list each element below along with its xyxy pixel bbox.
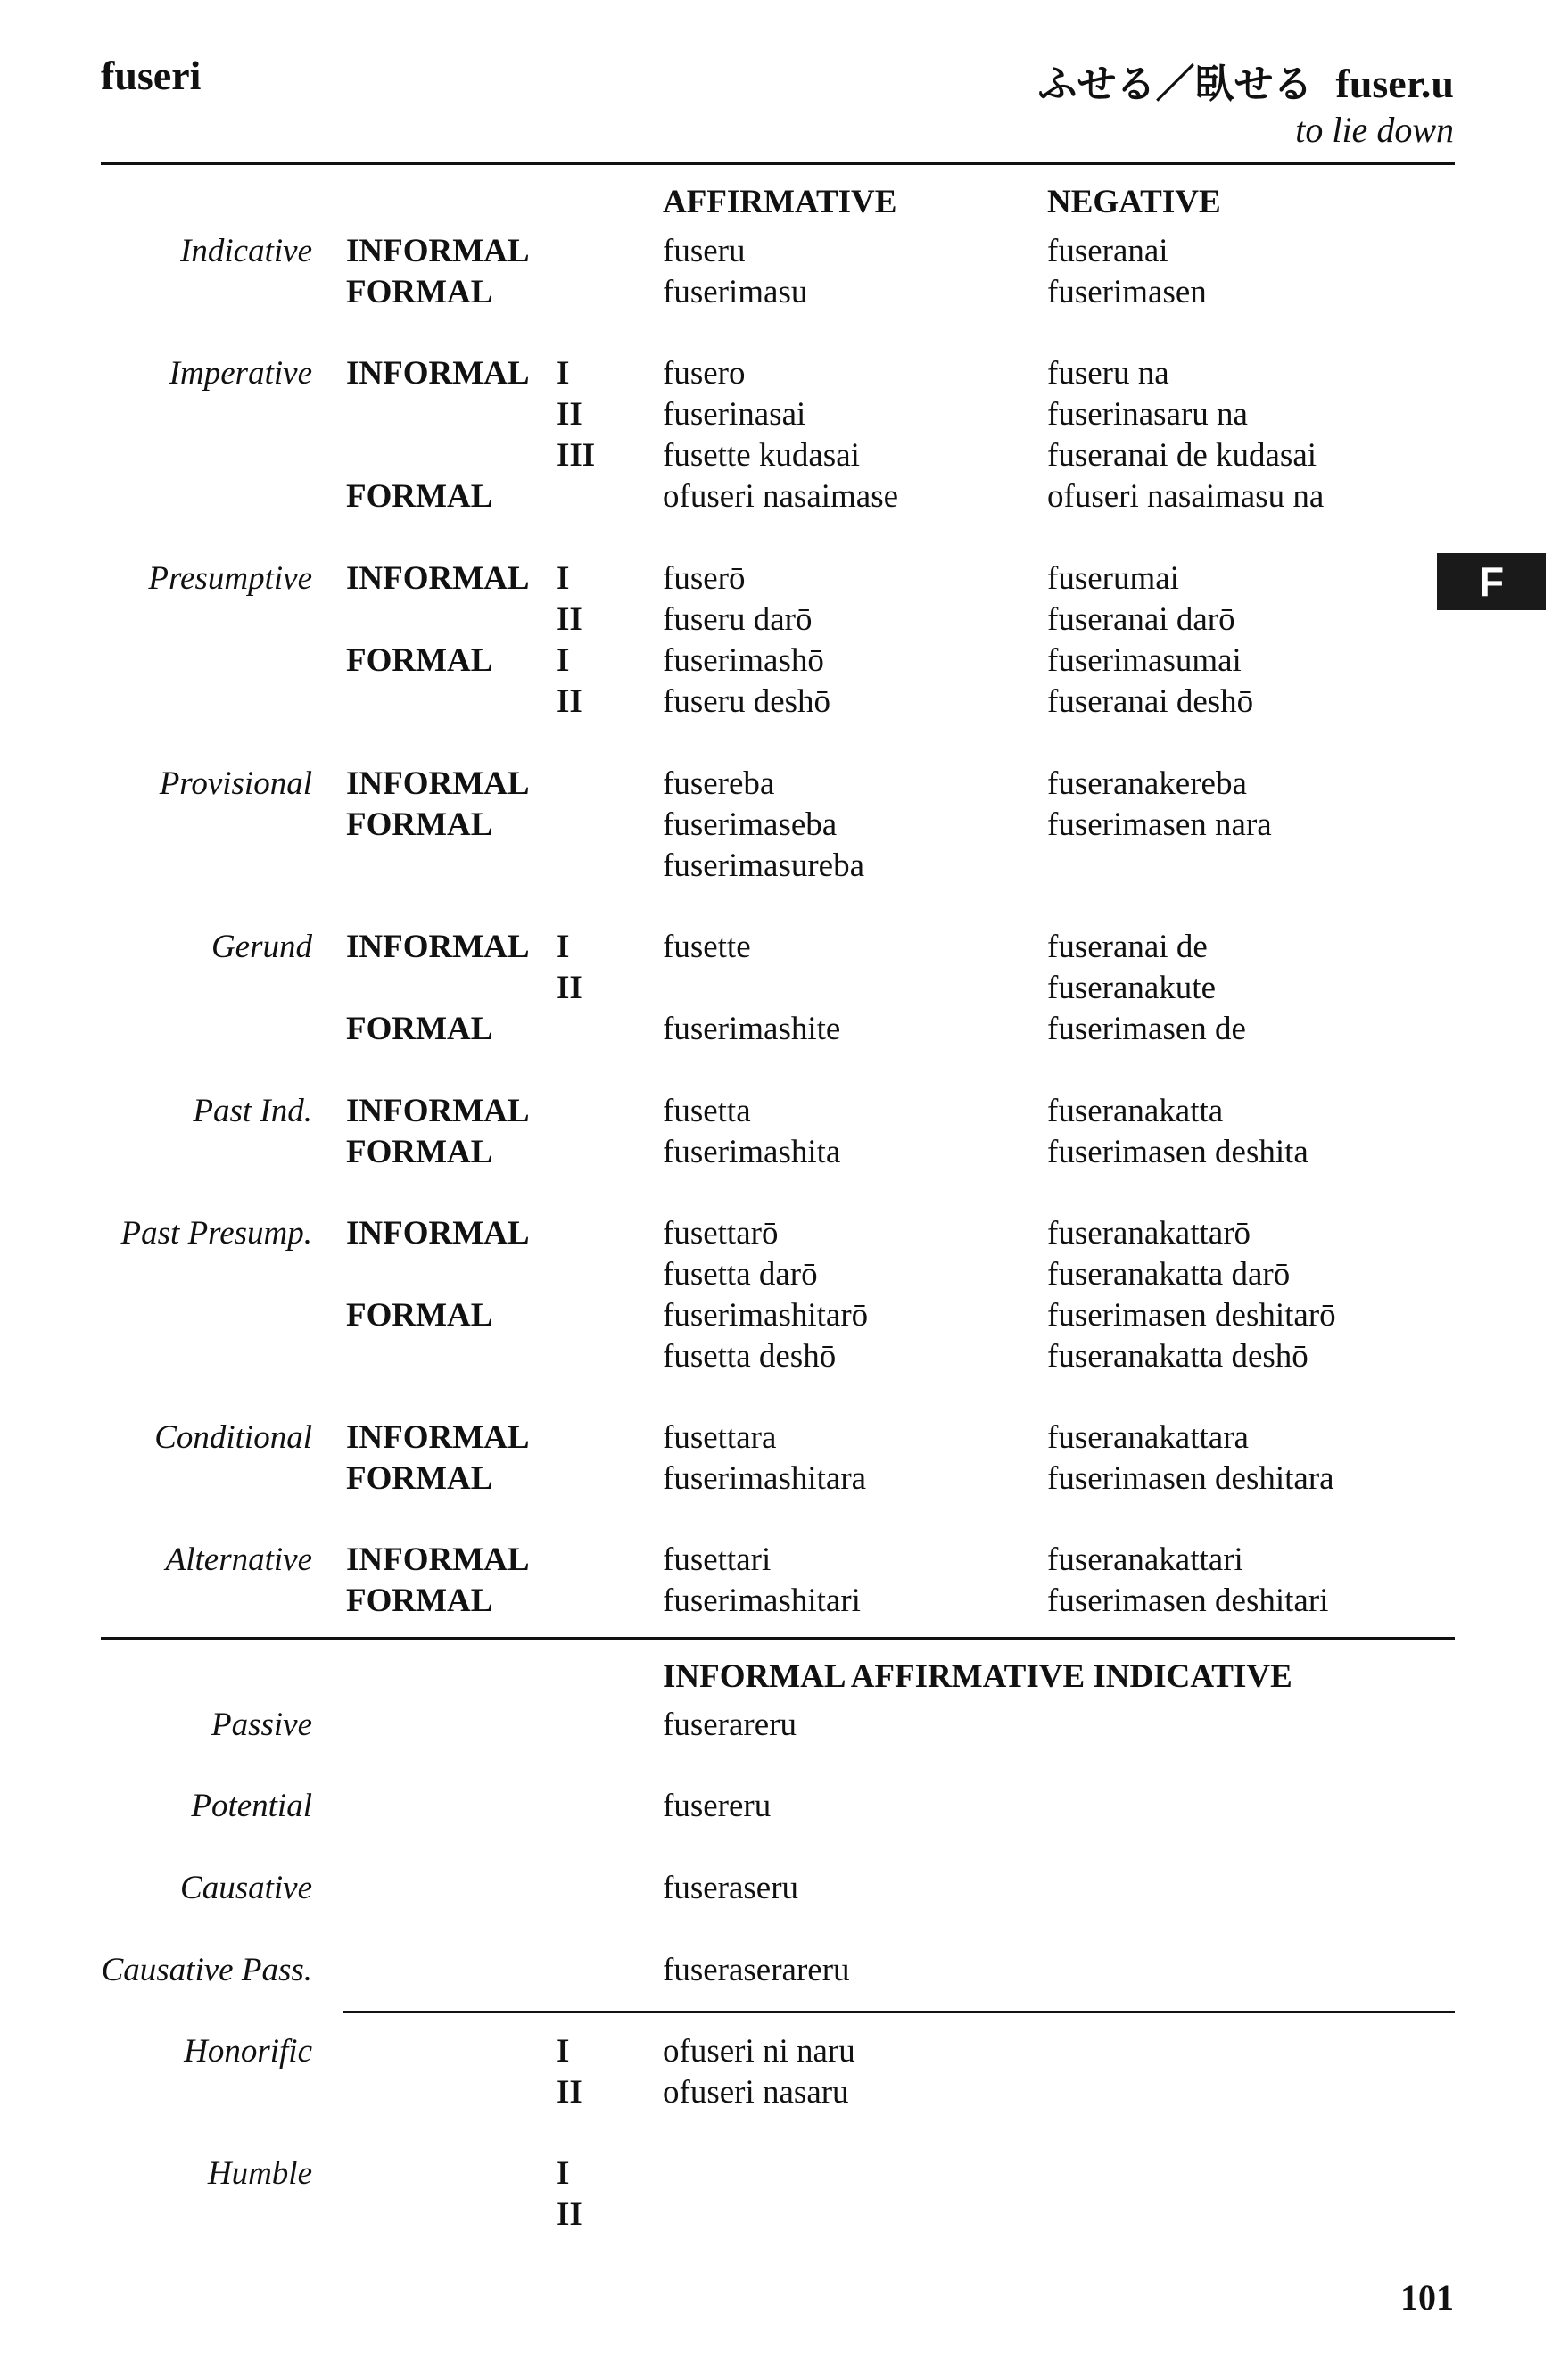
form: fuseranakattari [1047, 1541, 1243, 1578]
form: fuserimashō [663, 642, 824, 679]
reg-informal: INFORMAL [346, 1419, 530, 1456]
reg-informal: INFORMAL [346, 1093, 530, 1129]
form: fusette [663, 929, 751, 965]
mood-humble: Humble [207, 2155, 312, 2192]
roman-numeral: III [557, 437, 596, 474]
mood-imperative: Imperative [169, 355, 312, 392]
form: fuseranakattara [1047, 1419, 1249, 1456]
roman-numeral: II [557, 396, 582, 433]
reg-informal: INFORMAL [346, 355, 530, 392]
mood-conditional: Conditional [154, 1419, 312, 1456]
form: fuseru deshō [663, 683, 831, 720]
roman-numeral: I [557, 355, 570, 392]
reg-formal: FORMAL [346, 478, 493, 515]
form: fuserimashitarō [663, 1297, 869, 1334]
reg-formal: FORMAL [346, 1460, 493, 1497]
form: fuserimasen deshitara [1047, 1460, 1334, 1497]
form: fusettarō [663, 1215, 779, 1252]
mood-potential: Potential [191, 1788, 312, 1824]
lower-heading: INFORMAL AFFIRMATIVE INDICATIVE [663, 1658, 1292, 1695]
form: fuseranai darō [1047, 601, 1235, 638]
mood-causative: Causative [180, 1870, 312, 1906]
form: fuseranai de [1047, 929, 1208, 965]
form: fuseranakute [1047, 970, 1217, 1006]
form: fuserimasureba [663, 847, 865, 884]
form: fusetta [663, 1093, 751, 1129]
honorific-rule [343, 2011, 1455, 2013]
form: fuseranai de kudasai [1047, 437, 1317, 474]
form: fusetta deshō [663, 1338, 837, 1375]
reg-formal: FORMAL [346, 642, 493, 679]
reg-formal: FORMAL [346, 1583, 493, 1619]
form: fuseranai deshō [1047, 683, 1254, 720]
reg-informal: INFORMAL [346, 1541, 530, 1578]
roman-numeral: II [557, 601, 582, 638]
form: fuserinasaru na [1047, 396, 1248, 433]
form: fusettara [663, 1419, 777, 1456]
mood-provisional: Provisional [159, 765, 312, 802]
roman-numeral: I [557, 2155, 570, 2192]
header-romaji-stem: fuseri [101, 53, 202, 98]
form: fuseranakattarō [1047, 1215, 1251, 1252]
thumb-tab: F [1437, 553, 1546, 610]
reg-informal: INFORMAL [346, 929, 530, 965]
section-rule [101, 1637, 1455, 1640]
header-verb [1038, 52, 1455, 109]
mood-causative-pass: Causative Pass. [101, 1952, 312, 1988]
form: ofuseri nasaimase [663, 478, 899, 515]
form: fuserimashita [663, 1134, 841, 1170]
form: fuserō [663, 560, 746, 597]
form: fuserimasen deshitarō [1047, 1297, 1336, 1334]
mood-passive: Passive [211, 1706, 312, 1743]
form: fuseranakatta darō [1047, 1256, 1291, 1293]
reg-informal: INFORMAL [346, 560, 530, 597]
form: fusette kudasai [663, 437, 860, 474]
form: fuserumai [1047, 560, 1179, 597]
reg-formal: FORMAL [346, 1011, 493, 1047]
roman-numeral: I [557, 560, 570, 597]
roman-numeral: II [557, 2196, 582, 2233]
header-kana: ふせる／臥せる [1037, 62, 1313, 107]
form: fuseru [663, 233, 746, 269]
form: fusero [663, 355, 746, 392]
form: fuserareru [663, 1706, 797, 1743]
form: fuseranai [1047, 233, 1168, 269]
col-negative: NEGATIVE [1047, 184, 1221, 220]
form: fuserimasumai [1047, 642, 1242, 679]
roman-numeral: II [557, 970, 582, 1006]
form: fusettari [663, 1541, 772, 1578]
mood-honorific: Honorific [184, 2033, 312, 2070]
mood-past-presump: Past Presump. [120, 1215, 312, 1252]
reg-formal: FORMAL [346, 274, 493, 310]
reg-informal: INFORMAL [346, 1215, 530, 1252]
form: fuserinasai [663, 396, 806, 433]
mood-presumptive: Presumptive [148, 560, 312, 597]
form: fuserimasen [1047, 274, 1207, 310]
mood-indicative: Indicative [180, 233, 312, 269]
reg-informal: INFORMAL [346, 765, 530, 802]
mood-alternative: Alternative [165, 1541, 312, 1578]
form: fuseranakatta deshō [1047, 1338, 1308, 1375]
form: ofuseri nasaimasu na [1047, 478, 1325, 515]
mood-past-ind: Past Ind. [193, 1093, 312, 1129]
roman-numeral: II [557, 2074, 582, 2111]
roman-numeral: I [557, 929, 570, 965]
form: fuserimaseba [663, 806, 838, 843]
form: fuserimasen nara [1047, 806, 1272, 843]
form: ofuseri ni naru [663, 2033, 855, 2070]
reg-formal: FORMAL [346, 1134, 493, 1170]
form: fuseranakereba [1047, 765, 1247, 802]
mood-gerund: Gerund [211, 929, 312, 965]
form: fusetta darō [663, 1256, 818, 1293]
form: fuseranakatta [1047, 1093, 1224, 1129]
form: fuserimasu [663, 274, 808, 310]
header-verb-romaji: fuser.u [1335, 61, 1454, 106]
reg-formal: FORMAL [346, 1297, 493, 1334]
form: fuserimasen de [1047, 1011, 1246, 1047]
roman-numeral: I [557, 642, 570, 679]
form: fuseru na [1047, 355, 1169, 392]
form: fuserimashitari [663, 1583, 861, 1619]
form: fuserimashite [663, 1011, 841, 1047]
form: fuseru darō [663, 601, 813, 638]
form: fuserimashitara [663, 1460, 867, 1497]
roman-numeral: II [557, 683, 582, 720]
form: fuserimasen deshitari [1047, 1583, 1329, 1619]
form: fuseraserareru [663, 1952, 850, 1988]
form: ofuseri nasaru [663, 2074, 849, 2111]
page-number: 101 [1400, 2277, 1454, 2318]
form: fusereru [663, 1788, 772, 1824]
header-rule [101, 162, 1455, 165]
form: fusereba [663, 765, 775, 802]
col-affirmative: AFFIRMATIVE [663, 184, 897, 220]
form: fuserimasen deshita [1047, 1134, 1308, 1170]
reg-formal: FORMAL [346, 806, 493, 843]
roman-numeral: I [557, 2033, 570, 2070]
reg-informal: INFORMAL [346, 233, 530, 269]
header-gloss: to lie down [1295, 110, 1454, 150]
form: fuseraseru [663, 1870, 799, 1906]
